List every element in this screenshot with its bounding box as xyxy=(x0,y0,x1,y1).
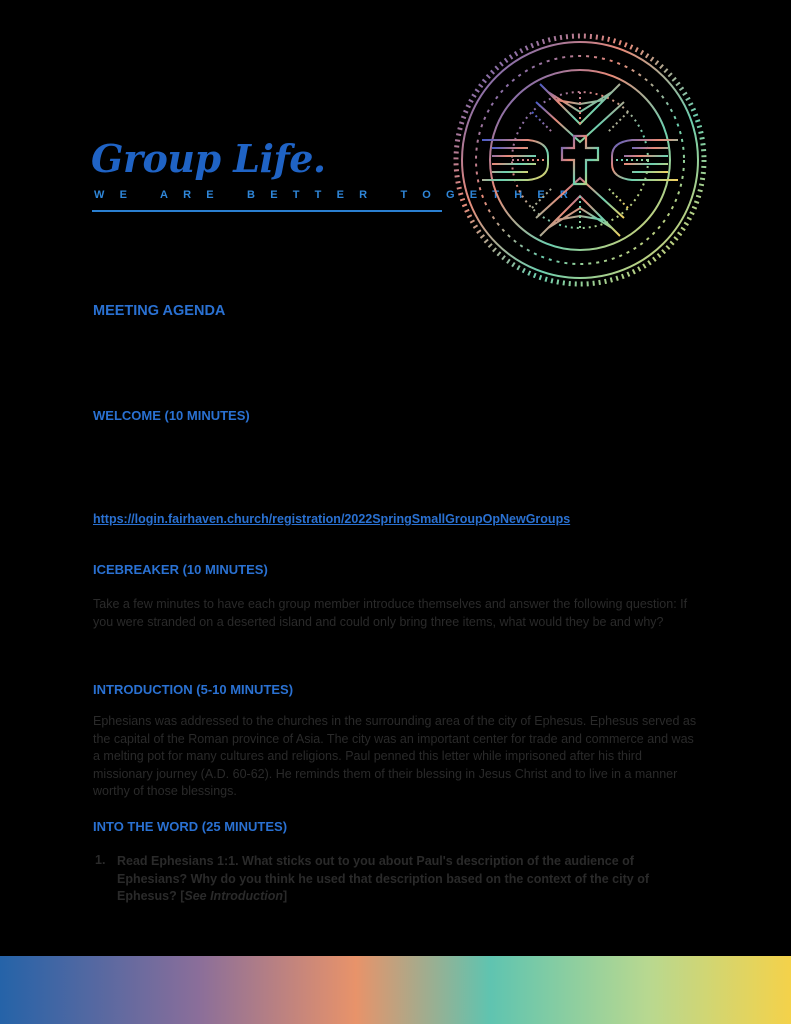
welcome-heading: WELCOME (10 MINUTES) xyxy=(93,408,250,423)
list-item-text: Read Ephesians 1:1. What sticks out to you about Paul's description of the audience of Ephesians? Why do you think he used that description based on the context of the city of Ephesus? [ xyxy=(117,854,649,904)
brand-divider xyxy=(92,210,442,212)
icebreaker-text: Take a few minutes to have each group member introduce themselves and answer the following question: If you were stranded on a deserted island and could only bring three items, what would they be and why? xyxy=(93,597,688,629)
list-item-close: ] xyxy=(283,889,288,904)
into-the-word-heading: INTO THE WORD (25 MINUTES) xyxy=(93,819,288,834)
brand-title: Group Life. xyxy=(91,136,326,181)
brand-tagline: WE ARE BETTER TOGETHER xyxy=(94,189,584,201)
introduction-heading: INTRODUCTION (5-10 MINUTES) xyxy=(93,682,294,697)
cross-hands-emblem-icon xyxy=(452,32,708,288)
list-item xyxy=(117,853,687,906)
meeting-agenda-heading: MEETING AGENDA xyxy=(93,303,226,319)
list-item-number: 1. xyxy=(95,853,106,867)
registration-link[interactable]: https://login.fairhaven.church/registration/2022SpringSmallGroupOpNewGroups xyxy=(93,512,571,526)
icebreaker-heading: ICEBREAKER (10 MINUTES) xyxy=(93,562,268,577)
list-item-reference: See Introduction xyxy=(184,889,283,904)
footer-gradient-bar xyxy=(0,956,791,1024)
introduction-text: Ephesians was addressed to the churches in the surrounding area of the city of Ephesus. Ephesus served as the capital of the Roman province of Asia. The city was an important center for trade and commerce and was a melting pot for many cultures and religions. Paul penned this letter while imprisoned after his third missionary journey (A.D. 60-62). He reminds them of their blessing in Jesus Christ and to live in a manner worthy of those blessings. xyxy=(93,714,697,799)
